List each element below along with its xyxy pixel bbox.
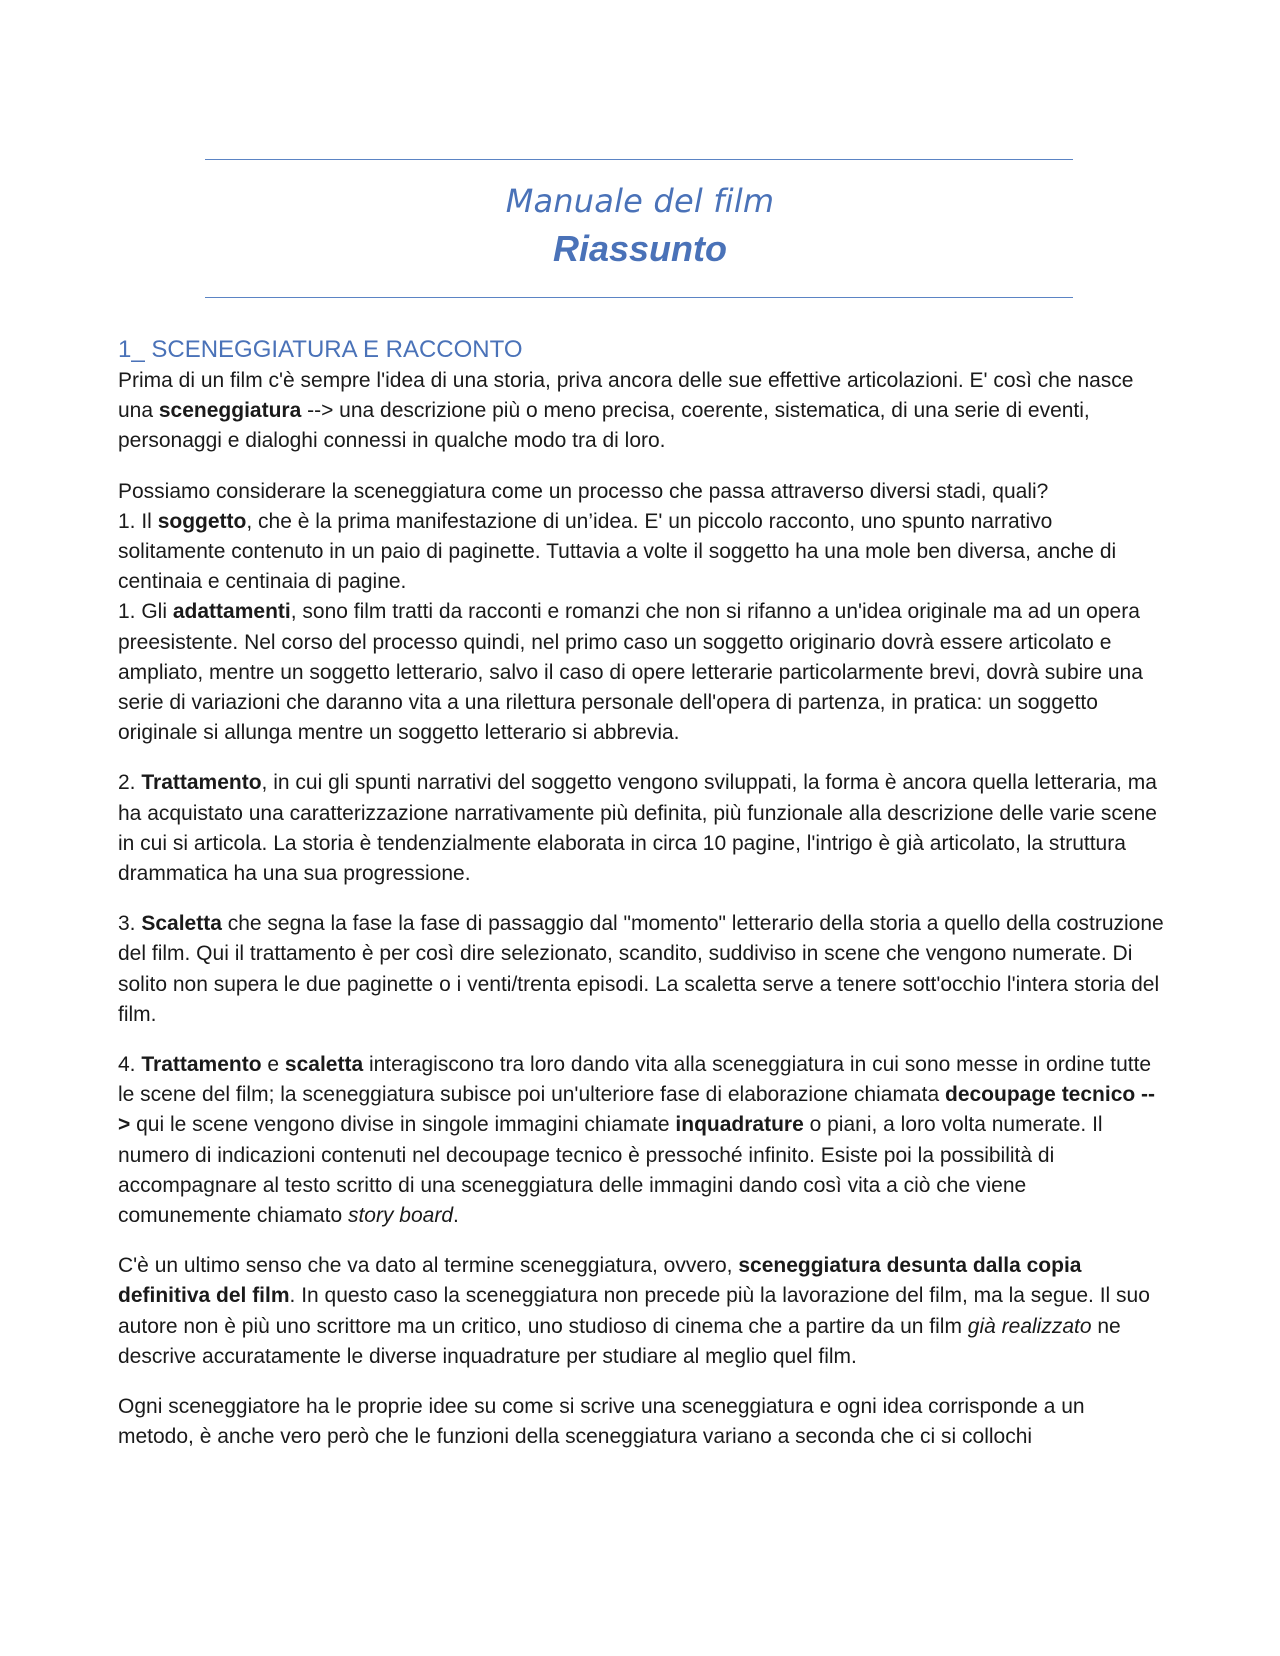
text-run: interagiscono tra loro dando vita alla sceneggiatura in cui sono messe in ordine tutte le scene del film; la sceneggiatura subisce poi un'ulteriore fase di elaborazione chiamata — [118, 1053, 1152, 1107]
paragraph-scaletta — [118, 909, 1164, 1030]
paragraph-intro — [118, 366, 1164, 457]
bold-term: Scaletta — [141, 912, 222, 936]
text-run: 2. — [118, 771, 142, 795]
bold-term: adattamenti — [172, 600, 291, 624]
text-run: o piani, a loro volta numerate. Il numero di indicazioni contenuti nel decoupage tecnico è pressoché infinito. Esiste poi la possibilità di accompagnare al testo scritto di una sceneggiatura delle immagini dando così vita a ciò che viene comunemente chiamato — [118, 1113, 1103, 1228]
text-run: --> una descrizione più o meno precisa, coerente, sistematica, di una serie di eventi, personaggi e dialoghi connessi in qualche modo tra di loro. — [118, 399, 1090, 453]
document-body — [118, 334, 1164, 1453]
text-run: 4. — [118, 1053, 142, 1077]
bold-term: inquadrature — [675, 1113, 804, 1137]
text-run: che segna la fase la fase di passaggio dal "momento" letterario della storia a quello della costruzione del film. Qui il trattamento è per così dire selezionato, scandito, suddiviso in scene che vengono numerate. Di solito non supera le due paginette o i venti/trenta episodi. La scaletta serve a tenere sott'occhio l'intera storia del film. — [118, 912, 1164, 1026]
text-run: , che è la prima manifestazione di un’idea. E' un piccolo racconto, uno spunto narrativo solitamente contenuto in un paio di paginette. Tuttavia a volte il soggetto ha una mole ben diversa, anche di centinaia e centinaia di pagine. — [118, 509, 1117, 594]
bold-term: soggetto — [157, 509, 247, 533]
text-run: ne descrive accuratamente le diverse inquadrature per studiare al meglio quel film. — [118, 1314, 1121, 1368]
text-run: 1. Gli — [118, 600, 173, 624]
header-rule-bottom — [205, 297, 1073, 298]
bold-term: Trattamento — [141, 1053, 262, 1077]
text-run: e — [261, 1053, 285, 1077]
bold-term: sceneggiatura — [158, 399, 302, 423]
text-run: . — [453, 1204, 459, 1228]
bold-term: decoupage tecnico --> — [118, 1083, 1156, 1137]
text-run: . In questo caso la sceneggiatura non precede più la lavorazione del film, ma la segue. Il suo autore non è più uno scrittore ma un critico, uno studioso di cinema che a partire da un film — [118, 1284, 1150, 1338]
italic-term: story board — [347, 1204, 454, 1228]
paragraph-decoupage — [118, 1050, 1164, 1231]
header-rule-top — [205, 159, 1073, 160]
paragraph-trattamento — [118, 768, 1164, 889]
document-subtitle: Manuale del film — [505, 182, 775, 220]
text-run: 1. Il — [118, 509, 158, 533]
bold-term: Trattamento — [141, 771, 262, 795]
paragraph-desunta — [118, 1251, 1164, 1372]
document-title: Riassunto — [552, 228, 728, 269]
paragraph-stages-intro: Possiamo considerare la sceneggiatura come un processo che passa attraverso diversi stadi, quali? — [118, 479, 1049, 503]
paragraph-adattamenti — [118, 597, 1164, 748]
text-run: , in cui gli spunti narrativi del soggetto vengono sviluppati, la forma è ancora quella letteraria, ma ha acquistato una caratterizzazione narrativamente più definita, più funzionale alla descrizione delle varie scene in cui si articola. La storia è tendenzialmente elaborata in circa 10 pagine, l'intrigo è già articolato, la struttura drammatica ha una sua progressione. — [118, 771, 1157, 886]
paragraph-soggetto — [118, 507, 1164, 598]
text-run: Prima di un film c'è sempre l'idea di una storia, priva ancora delle sue effettive articolazioni. E' così che nasce una — [118, 369, 1134, 423]
bold-term: scaletta — [284, 1053, 364, 1077]
text-run: qui le scene vengono divise in singole immagini chiamate — [130, 1113, 676, 1137]
paragraph-sceneggiatore: Ogni sceneggiatore ha le proprie idee su come si scrive una sceneggiatura e ogni idea corrisponde a un metodo, è anche vero però che le funzioni della sceneggiatura variano a seconda che ci si collochi — [118, 1395, 1085, 1449]
italic-term: già realizzato — [967, 1314, 1092, 1338]
text-run: 3. — [118, 912, 142, 936]
text-run: , sono film tratti da racconti e romanzi che non si rifanno a un'idea originale ma ad un opera preesistente. Nel corso del processo quindi, nel primo caso un soggetto originario dovrà essere articolato e ampliato, mentre un soggetto letterario, salvo il caso di opere letterarie particolarmente brevi, dovrà subire una serie di variazioni che daranno vita a una rilettura personale dell'opera di partenza, in pratica: un soggetto originale si allunga mentre un soggetto letterario si abbrevia. — [118, 600, 1143, 745]
section-heading: 1_ SCENEGGIATURA E RACCONTO — [118, 336, 523, 363]
text-run: C'è un ultimo senso che va dato al termine sceneggiatura, ovvero, — [118, 1254, 739, 1278]
bold-term: sceneggiatura desunta dalla copia definitiva del film — [118, 1254, 1082, 1308]
